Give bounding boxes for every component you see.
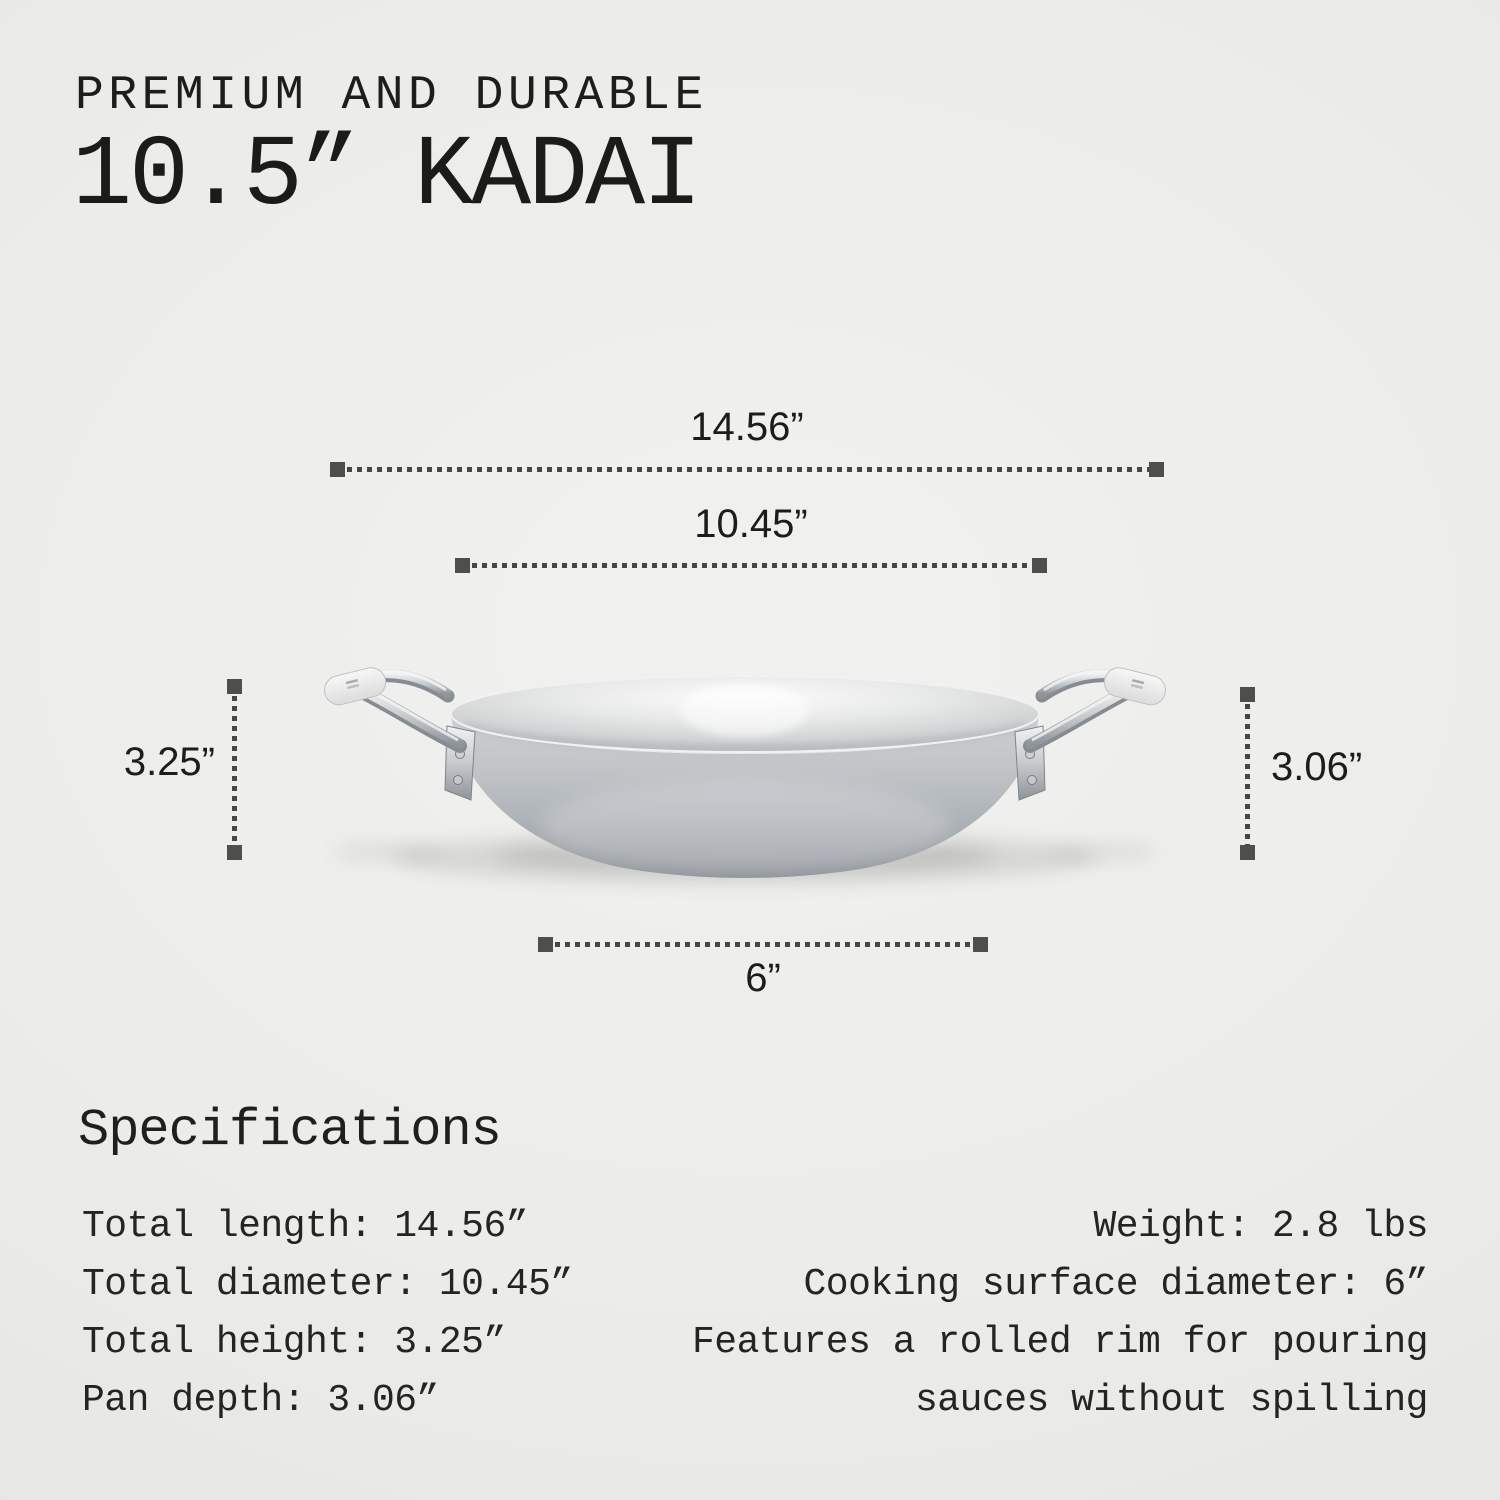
- spec-total-height: Total height: 3.25”: [82, 1321, 506, 1364]
- spec-pan-depth: Pan depth: 3.06”: [82, 1379, 439, 1422]
- spec-rolled-rim-line2: sauces without spilling: [915, 1379, 1428, 1422]
- specifications-right-column: [692, 1198, 1428, 1430]
- dimension-line-total-length: [337, 467, 1157, 472]
- right-handle: [1015, 665, 1168, 800]
- product-tagline: PREMIUM AND DURABLE: [75, 69, 708, 123]
- kadai-product-photo: [320, 630, 1170, 920]
- dimension-line-cooking-surface: [545, 942, 981, 947]
- dimension-label-total-diameter: 10.45”: [694, 502, 808, 546]
- spec-total-length: Total length: 14.56”: [82, 1205, 529, 1248]
- specifications-heading: Specifications: [78, 1101, 501, 1160]
- dimension-label-total-length: 14.56”: [690, 405, 804, 449]
- product-title: 10.5” KADAI: [72, 121, 700, 234]
- spec-rolled-rim-line1: Features a rolled rim for pouring: [691, 1321, 1428, 1364]
- dimension-label-total-height: 3.25”: [123, 740, 215, 784]
- spec-weight: Weight: 2.8 lbs: [1093, 1205, 1428, 1248]
- left-handle: [322, 665, 475, 800]
- dimension-line-pan-depth: [1245, 694, 1250, 853]
- specifications-left-column: [82, 1198, 573, 1430]
- dimension-line-total-height: [232, 686, 237, 853]
- spec-cooking-surface: Cooking surface diameter: 6”: [803, 1263, 1428, 1306]
- dimension-line-total-diameter: [462, 563, 1040, 568]
- dimension-label-pan-depth: 3.06”: [1271, 745, 1363, 789]
- spec-total-diameter: Total diameter: 10.45”: [82, 1263, 573, 1306]
- dimension-label-cooking-surface: 6”: [745, 956, 781, 1000]
